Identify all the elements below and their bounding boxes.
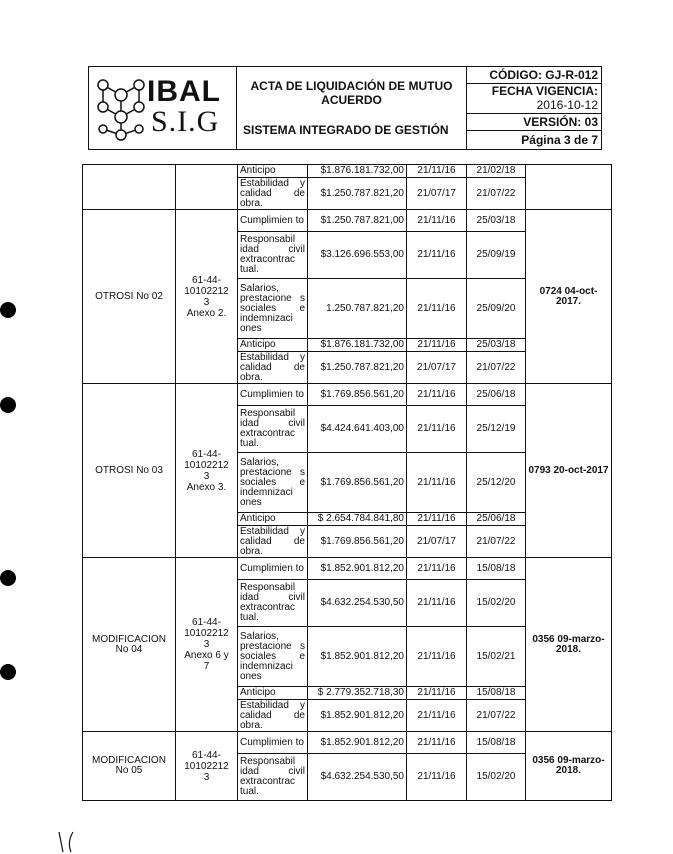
coverage-concept: Anticipo	[238, 165, 308, 178]
page-number: Página 3 de 7	[521, 133, 598, 147]
end-date: 25/06/18	[467, 384, 526, 406]
coverage-concept: Salarios, prestacione s sociales e indemnizaci ones	[238, 627, 308, 687]
start-date: 21/11/16	[407, 732, 467, 754]
approval-act: 0356 09-marzo-2018.	[526, 558, 612, 732]
end-date: 15/08/18	[467, 558, 526, 580]
system-subtitle: SISTEMA INTEGRADO DE GESTIÓN	[243, 123, 449, 137]
guarantees-table	[82, 164, 612, 801]
start-date: 21/11/16	[407, 700, 467, 732]
end-date: 25/09/19	[467, 232, 526, 279]
policy-reference-line: 3	[203, 296, 210, 308]
policy-reference	[176, 165, 238, 210]
end-date: 25/06/18	[467, 513, 526, 526]
approval-act: 0724 04-oct-2017.	[526, 210, 612, 384]
coverage-concept: Cumplimien to	[238, 558, 308, 580]
start-date: 21/11/16	[407, 279, 467, 339]
start-date: 21/11/16	[407, 513, 467, 526]
table-row	[83, 165, 612, 178]
insured-value: $1.250.787.821,20	[308, 178, 407, 210]
insured-value: $1.876.181.732,00	[308, 165, 407, 178]
policy-reference	[176, 210, 238, 384]
insured-value: $1.876.181.732,00	[308, 339, 407, 352]
coverage-concept: Anticipo	[238, 513, 308, 526]
modification-name: MODIFICACION No 05	[83, 732, 176, 801]
policy-reference-line: 3	[203, 771, 210, 783]
policy-reference-line: Anexo 3.	[186, 481, 227, 493]
insured-value: $4.632.254.530,50	[308, 580, 407, 627]
punch-hole	[0, 570, 16, 586]
start-date: 21/11/16	[407, 210, 467, 232]
end-date: 25/12/19	[467, 406, 526, 453]
coverage-concept: Estabilidad y calidad de obra.	[238, 526, 308, 558]
document-header	[88, 66, 602, 150]
end-date: 15/08/18	[467, 687, 526, 700]
insured-value: $3.126.696.553,00	[308, 232, 407, 279]
start-date: 21/11/16	[407, 406, 467, 453]
end-date: 15/02/20	[467, 754, 526, 801]
coverage-concept: Anticipo	[238, 339, 308, 352]
insured-value: $ 2.654.784.841,80	[308, 513, 407, 526]
coverage-concept: Salarios, prestacione s sociales e indemnizaci ones	[238, 279, 308, 339]
document-code: CÓDIGO: GJ-R-012	[489, 68, 598, 82]
handwritten-mark	[55, 830, 85, 854]
start-date: 21/07/17	[407, 526, 467, 558]
end-date: 15/08/18	[467, 732, 526, 754]
end-date: 21/02/18	[467, 165, 526, 178]
table-row	[83, 732, 612, 754]
modification-name	[83, 165, 176, 210]
policy-reference	[176, 558, 238, 732]
punch-hole	[0, 302, 16, 318]
approval-act: 0356 09-marzo-2018.	[526, 732, 612, 801]
coverage-concept: Responsabil idad civil extracontrac tual.	[238, 232, 308, 279]
start-date: 21/07/17	[407, 178, 467, 210]
end-date: 21/07/22	[467, 526, 526, 558]
end-date: 25/03/18	[467, 210, 526, 232]
insured-value: $1.852.901.812,20	[308, 558, 407, 580]
insured-value: $1.852.901.812,20	[308, 732, 407, 754]
end-date: 15/02/20	[467, 580, 526, 627]
start-date: 21/11/16	[407, 754, 467, 801]
guarantees-table-body	[83, 165, 612, 801]
logo-text-main: IBAL	[147, 75, 221, 108]
insured-value: 1.250.787.821,20	[308, 279, 407, 339]
insured-value: $1.769.856.561,20	[308, 384, 407, 406]
policy-reference-line: Anexo 6 y	[184, 650, 229, 661]
end-date: 21/07/22	[467, 178, 526, 210]
coverage-concept: Estabilidad y calidad de obra.	[238, 178, 308, 210]
punch-hole	[0, 664, 16, 680]
end-date: 25/12/20	[467, 453, 526, 513]
title-line-2: ACUERDO	[321, 93, 382, 107]
approval-act: 0793 20-oct-2017	[526, 384, 612, 558]
policy-reference-line: 61-44-	[192, 617, 221, 628]
coverage-concept: Responsabil idad civil extracontrac tual.	[238, 580, 308, 627]
approval-act	[526, 165, 612, 210]
start-date: 21/11/16	[407, 165, 467, 178]
punch-hole	[0, 397, 16, 413]
molecule-icon	[91, 73, 151, 143]
modification-name: OTROSI No 02	[83, 210, 176, 384]
policy-reference-line: 61-44-	[192, 749, 221, 761]
start-date: 21/11/16	[407, 232, 467, 279]
end-date: 21/07/22	[467, 352, 526, 384]
insured-value: $4.424.641.403,00	[308, 406, 407, 453]
coverage-concept: Cumplimien to	[238, 384, 308, 406]
coverage-concept: Estabilidad y calidad de obra.	[238, 700, 308, 732]
policy-reference-line: 10102212	[184, 628, 229, 639]
coverage-concept: Anticipo	[238, 687, 308, 700]
policy-reference-line: 7	[203, 661, 210, 672]
policy-reference-line: 10102212	[184, 285, 229, 297]
insured-value: $1.250.787.821,00	[308, 210, 407, 232]
policy-reference-line: 61-44-	[192, 274, 221, 286]
start-date: 21/11/16	[407, 687, 467, 700]
policy-reference	[176, 732, 238, 801]
insured-value: $ 2.779.352.718,30	[308, 687, 407, 700]
insured-value: $4.632.254.530,50	[308, 754, 407, 801]
code-block	[467, 67, 601, 149]
policy-reference-line: 3	[203, 470, 210, 482]
coverage-concept: Cumplimien to	[238, 732, 308, 754]
start-date: 21/11/16	[407, 339, 467, 352]
insured-value: $1.250.787.821,20	[308, 352, 407, 384]
coverage-concept: Responsabil idad civil extracontrac tual.	[238, 754, 308, 801]
insured-value: $1.852.901.812,20	[308, 627, 407, 687]
insured-value: $1.852.901.812,20	[308, 700, 407, 732]
end-date: 15/02/21	[467, 627, 526, 687]
insured-value: $1.769.856.561,20	[308, 526, 407, 558]
policy-reference-line: 61-44-	[192, 448, 221, 460]
start-date: 21/11/16	[407, 627, 467, 687]
start-date: 21/11/16	[407, 453, 467, 513]
policy-reference-line: Anexo 2.	[186, 307, 227, 319]
coverage-concept: Salarios, prestacione s sociales e indemnizaci ones	[238, 453, 308, 513]
coverage-concept: Estabilidad y calidad de obra.	[238, 352, 308, 384]
ibal-logo	[89, 67, 237, 149]
end-date: 25/09/20	[467, 279, 526, 339]
policy-reference	[176, 384, 238, 558]
table-row	[83, 384, 612, 406]
validity-label: FECHA VIGENCIA:	[491, 84, 598, 98]
coverage-concept: Responsabil idad civil extracontrac tual.	[238, 406, 308, 453]
modification-name: OTROSI No 03	[83, 384, 176, 558]
policy-reference-line: 3	[203, 639, 210, 650]
end-date: 25/03/18	[467, 339, 526, 352]
document-title	[237, 79, 466, 107]
policy-reference-line: 10102212	[184, 459, 229, 471]
title-block	[237, 67, 467, 149]
start-date: 21/07/17	[407, 352, 467, 384]
policy-reference-line: 10102212	[184, 760, 229, 772]
title-line-1: ACTA DE LIQUIDACIÓN DE MUTUO	[250, 79, 453, 93]
document-version: VERSIÓN: 03	[523, 115, 598, 129]
validity-date: 2016-10-12	[536, 98, 598, 112]
start-date: 21/11/16	[407, 580, 467, 627]
coverage-concept: Cumplimien to	[238, 210, 308, 232]
start-date: 21/11/16	[407, 558, 467, 580]
logo-text-sub: S.I.G	[151, 105, 220, 138]
end-date: 21/07/22	[467, 700, 526, 732]
modification-name: MODIFICACION No 04	[83, 558, 176, 732]
table-row	[83, 210, 612, 232]
table-row	[83, 558, 612, 580]
insured-value: $1.769.856.561,20	[308, 453, 407, 513]
start-date: 21/11/16	[407, 384, 467, 406]
